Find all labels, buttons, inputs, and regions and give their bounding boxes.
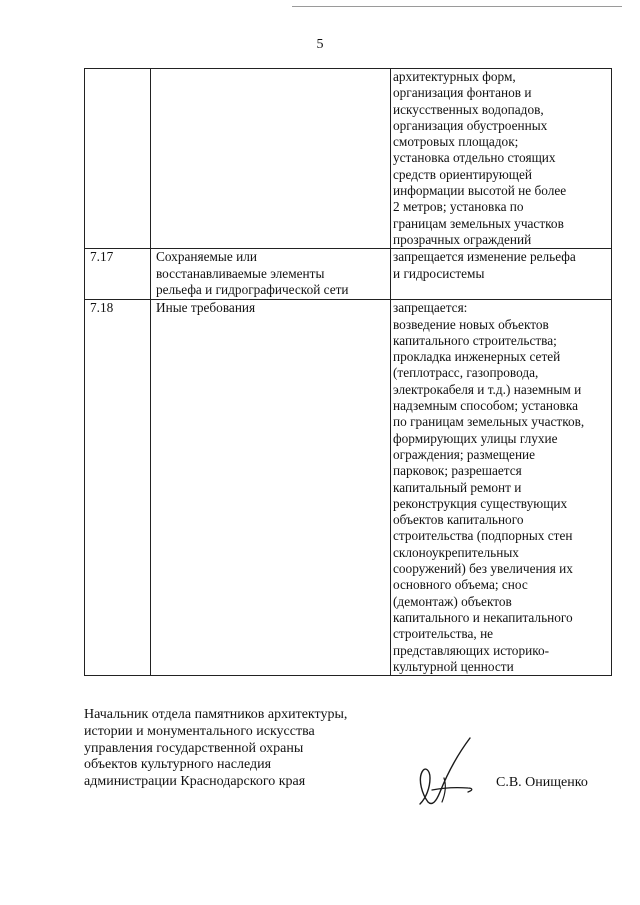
text-line: возведение новых объектов [393,316,549,332]
text-line: реконструкция существующих [393,495,568,511]
text-line: запрещается: [393,300,468,316]
table-row-continuation [85,69,612,249]
text-line: основного объема; снос [393,577,528,593]
row-name-cell [151,300,391,676]
name-line: Сохраняемые или [156,249,257,265]
text-line: искусственных водопадов, [393,101,544,117]
text-line: установка отдельно стоящих [393,150,556,166]
requirements-table [84,68,612,676]
text-line: прокладка инженерных сетей [393,349,561,365]
text-line: электрокабеля и т.д.) наземным и [393,381,582,397]
row-name-cell [151,69,391,249]
position-line: объектов культурного наследия [84,757,272,773]
signatory-position [84,707,347,791]
position-line: истории и монументального искусства [84,723,315,739]
text-line: формирующих улицы глухие [393,430,558,446]
row-text-cell [391,249,612,300]
text-line: запрещается изменение рельефа [393,249,576,265]
signatory-name: С.В. Онищенко [496,775,588,790]
row-number-cell [85,69,151,249]
text-line: капитального и некапитального [393,609,573,625]
text-line: 2 метров; установка по [393,199,524,215]
text-line: культурной ценности [393,658,514,674]
text-line: ограждения; размещение [393,446,536,462]
text-line: сооружений) без увеличения их [393,561,573,577]
name-line: восстанавливаемые элементы [156,265,325,281]
page-number: 5 [316,37,324,52]
row-name-cell [151,249,391,300]
row-text-cell [391,69,612,249]
text-line: смотровых площадок; [393,134,519,150]
text-line: (теплотрасс, газопровода, [393,365,539,381]
text-line: склоноукрепительных [393,544,519,560]
text-line: по границам земельных участков, [393,414,585,430]
table-row-7-17 [85,249,612,300]
header-rule [292,6,622,7]
row-number-cell: 7.17 [85,249,151,300]
text-line: (демонтаж) объектов [393,593,512,609]
text-line: организация фонтанов и [393,85,532,101]
text-line: капитальный ремонт и [393,479,522,495]
text-line: архитектурных форм, [393,69,516,84]
handwritten-signature [406,732,486,812]
text-line: и гидросистемы [393,265,485,281]
position-line: администрации Краснодарского края [84,774,306,790]
text-line: информации высотой не более [393,183,567,199]
name-line: рельефа и гидрографической сети [156,281,349,297]
position-line: Начальник отдела памятников архитектуры, [84,707,348,722]
text-line: строительства, не [393,626,494,642]
text-line: капитального строительства; [393,332,557,348]
text-line: объектов капитального [393,512,524,528]
text-line: границам земельных участков [393,215,564,231]
text-line: представляющих историко- [393,642,550,658]
text-line: парковок; разрешается [393,463,522,479]
row-text-cell [391,300,612,676]
text-line: средств ориентирующей [393,166,533,182]
text-line: организация обустроенных [393,117,548,133]
position-line: управления государственной охраны [84,740,304,756]
name-line: Иные требования [156,300,256,316]
text-line: строительства (подпорных стен [393,528,573,544]
text-line: прозрачных ограждений [393,231,532,247]
row-number-cell: 7.18 [85,300,151,676]
text-line: надземным способом; установка [393,398,579,414]
table-row-7-18 [85,300,612,676]
